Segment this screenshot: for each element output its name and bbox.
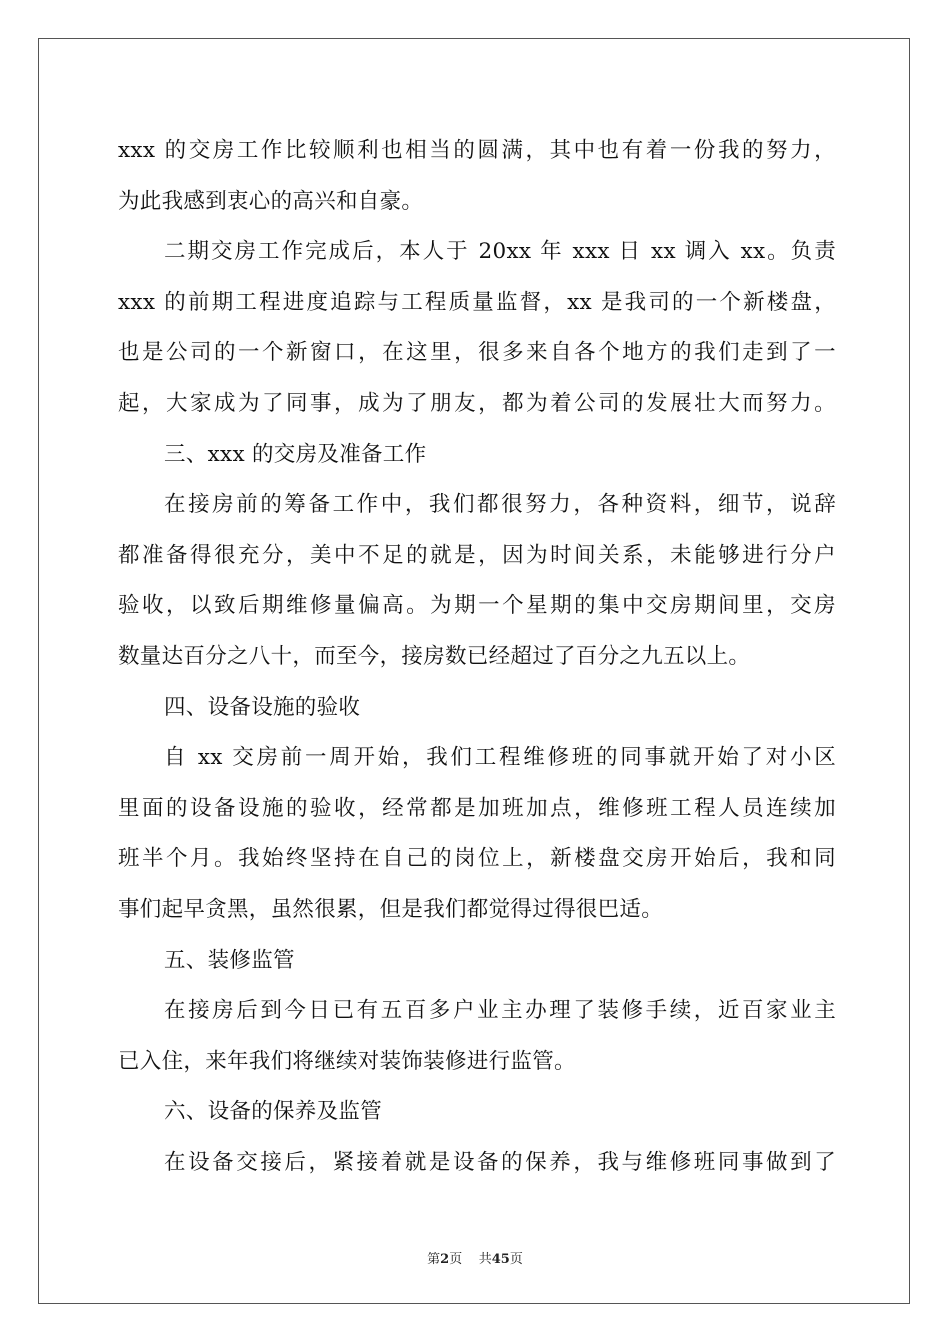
section-heading: 六、设备的保养及监管 <box>164 1099 383 1125</box>
text-line: 事们起早贪黑，虽然很累，但是我们都觉得过得很巴适。 <box>118 896 664 922</box>
text-line: 自 xx 交房前一周开始，我们工程维修班的同事就开始了对小区 <box>164 745 836 771</box>
page-footer <box>0 1248 950 1267</box>
text-line: 在设备交接后，紧接着就是设备的保养，我与维修班同事做到了 <box>164 1149 836 1175</box>
section-heading: 三、xxx 的交房及准备工作 <box>164 441 427 467</box>
page-prefix: 第 <box>427 1252 441 1267</box>
text-line: 起，大家成为了同事，成为了朋友，都为着公司的发展壮大而努力。 <box>118 390 836 416</box>
page-suffix: 页 <box>449 1252 463 1267</box>
text-line: 数量达百分之八十，而至今，接房数已经超过了百分之九五以上。 <box>118 643 751 669</box>
text-line: 在接房后到今日已有五百多户业主办理了装修手续，近百家业主 <box>164 998 836 1024</box>
text-line: xxx 的前期工程进度追踪与工程质量监督，xx 是我司的一个新楼盘， <box>118 289 836 315</box>
section-heading: 四、设备设施的验收 <box>164 694 361 720</box>
section-heading: 五、装修监管 <box>164 947 295 973</box>
text-line: 班半个月。我始终坚持在自己的岗位上，新楼盘交房开始后，我和同 <box>118 846 836 872</box>
text-line: xxx 的交房工作比较顺利也相当的圆满，其中也有着一份我的努力， <box>118 138 836 163</box>
text-line: 验收，以致后期维修量偏高。为期一个星期的集中交房期间里，交房 <box>118 593 836 619</box>
text-line: 里面的设备设施的验收，经常都是加班加点，维修班工程人员连续加 <box>118 795 836 821</box>
text-line: 在接房前的筹备工作中，我们都很努力，各种资料，细节，说辞 <box>164 492 836 518</box>
text-line: 二期交房工作完成后，本人于 20xx 年 xxx 日 xx 调入 xx。负责 <box>164 239 836 265</box>
text-line: 都准备得很充分，美中不足的就是，因为时间关系，未能够进行分户 <box>118 542 836 568</box>
page-number: 2 <box>440 1252 450 1267</box>
total-suffix: 页 <box>509 1252 523 1267</box>
total-pages: 45 <box>491 1252 510 1267</box>
total-prefix: 共 <box>478 1252 492 1267</box>
text-line: 已入住，来年我们将继续对装饰装修进行监管。 <box>118 1048 576 1074</box>
document-body <box>118 126 836 1188</box>
text-line: 也是公司的一个新窗口，在这里，很多来自各个地方的我们走到了一 <box>118 340 836 366</box>
text-line: 为此我感到衷心的高兴和自豪。 <box>118 188 424 214</box>
